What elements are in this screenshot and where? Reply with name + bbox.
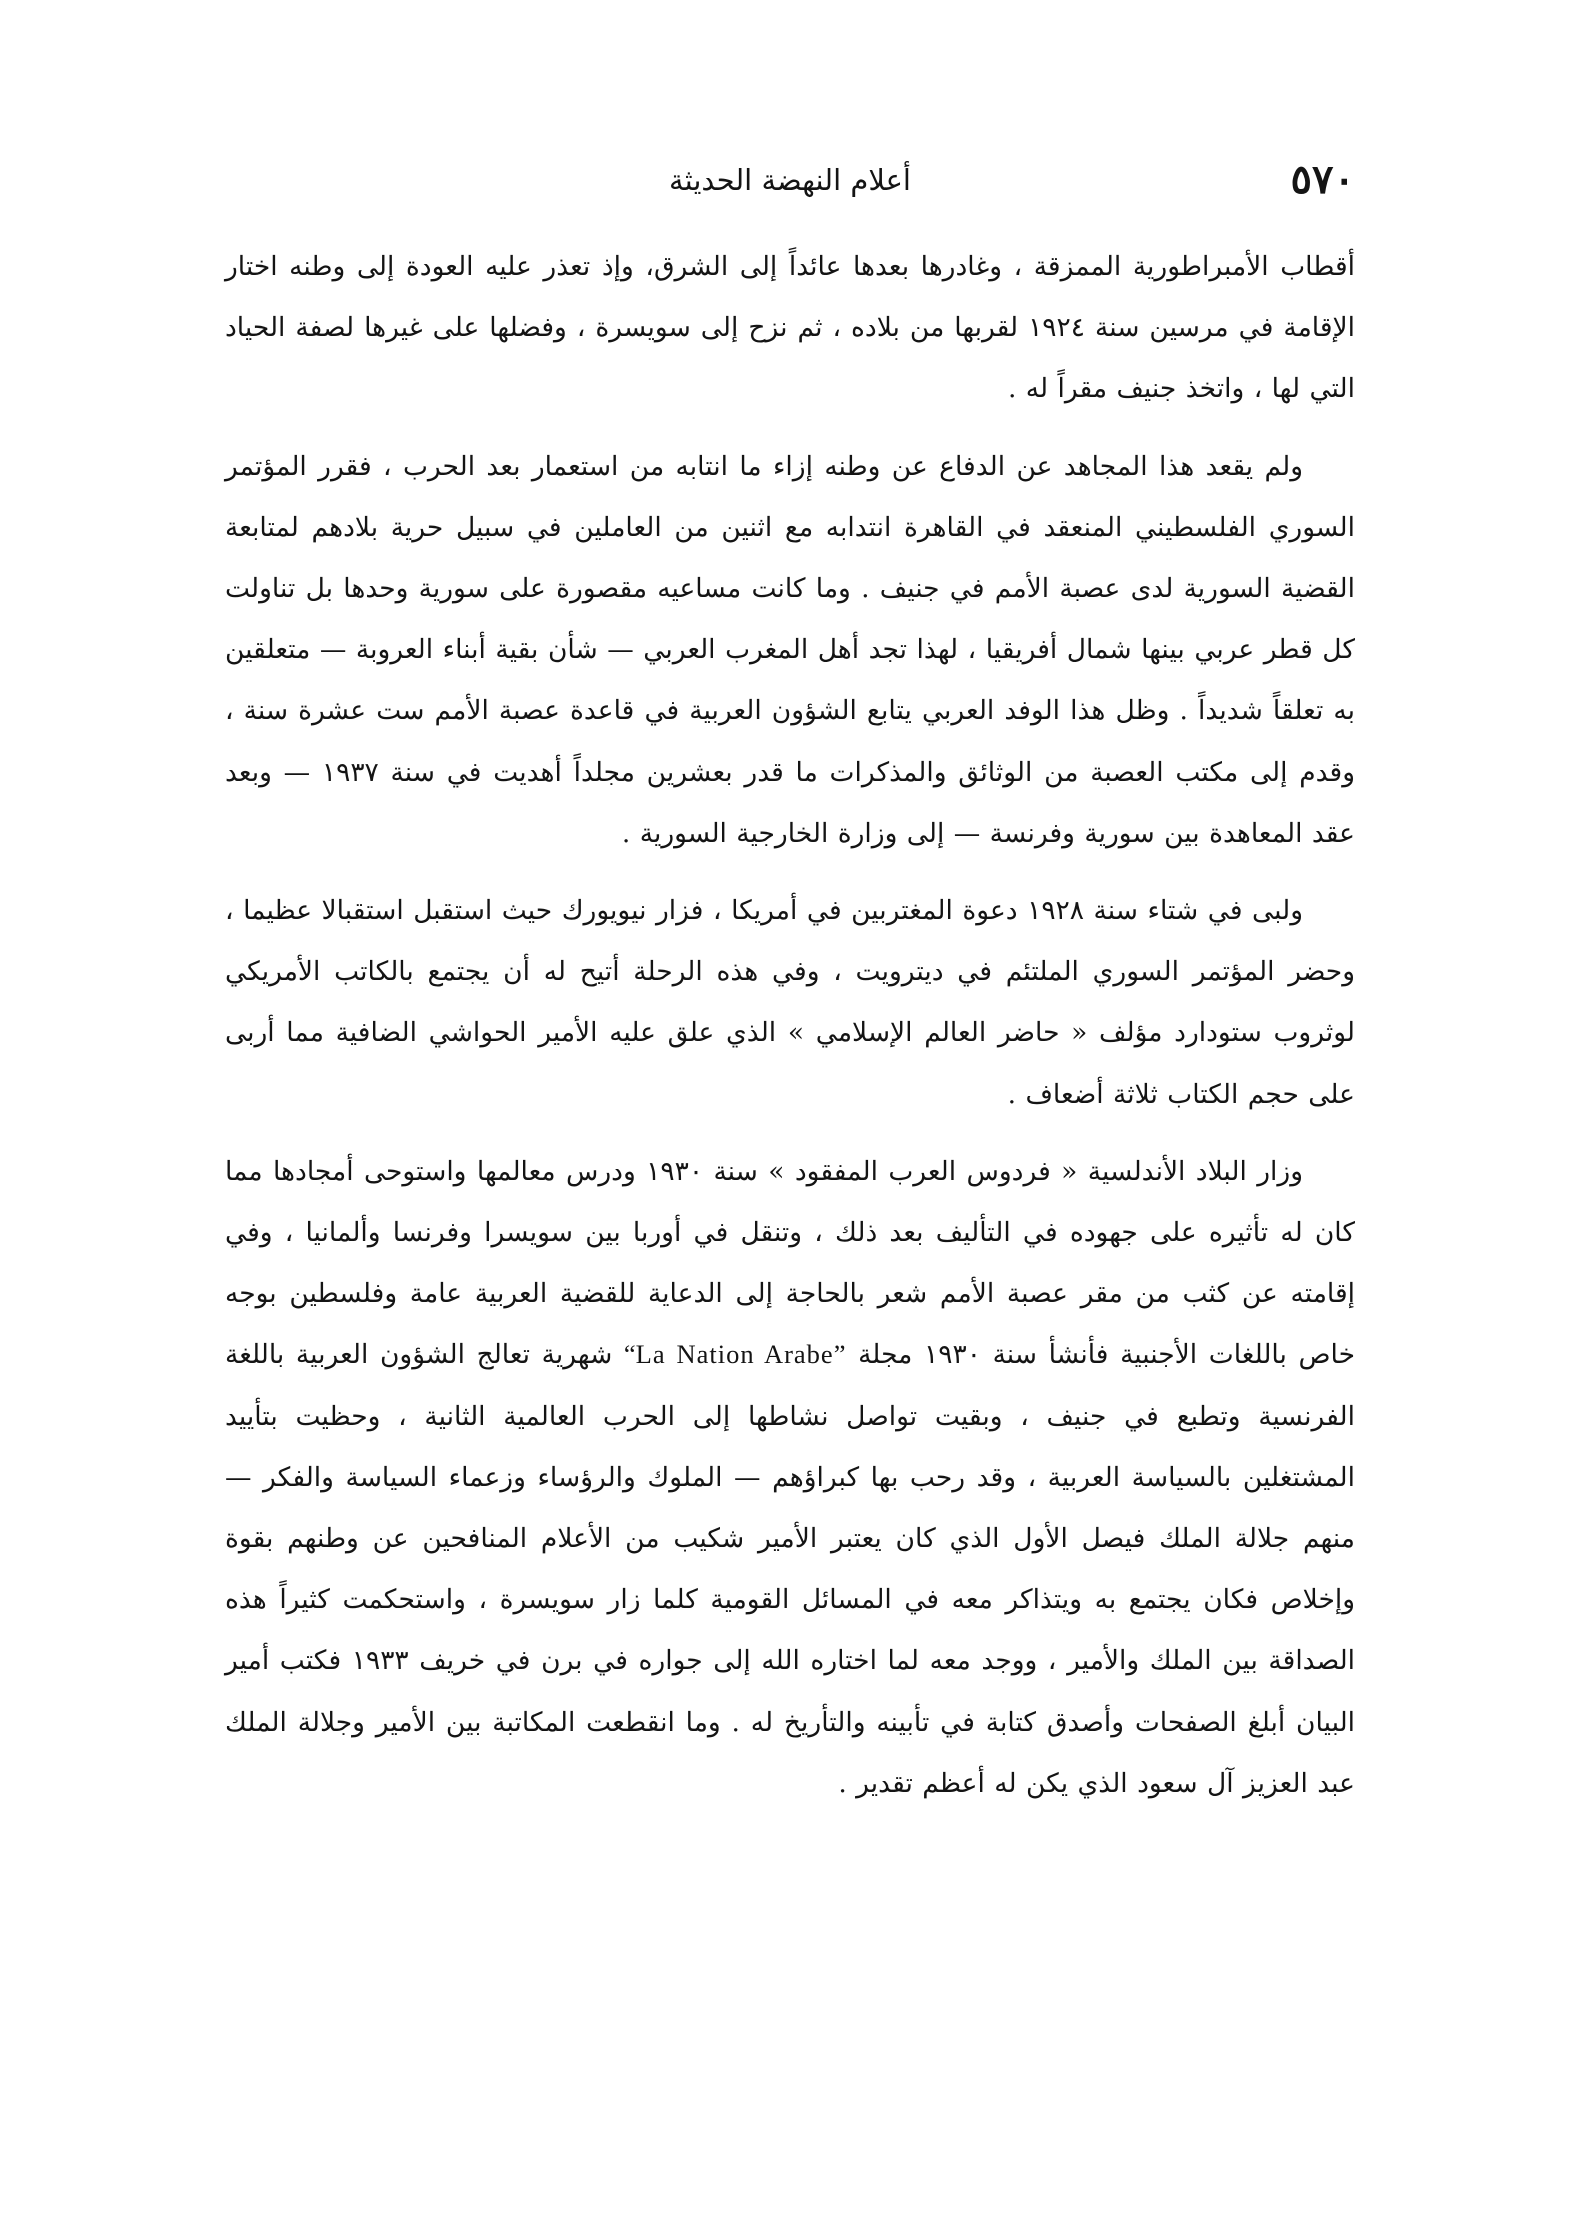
running-header	[225, 152, 1355, 208]
paragraph-1-text: أقطاب الأمبراطورية الممزقة ، وغادرها بعدها عائداً إلى الشرق، وإذ تعذر عليه العودة إلى وطنه اختار الإقامة في مرسين سنة ١٩٢٤ لقربها من بلاده ، ثم نزح إلى سويسرة ، وفضلها على غيرها لصفة الحياد التي لها ، واتخذ جنيف مقراً له .	[225, 251, 1356, 405]
magazine-title-latin: “La Nation Arabe”	[623, 1339, 847, 1370]
paragraph-3	[225, 880, 1355, 1125]
book-title: أعلام النهضة الحديثة	[669, 163, 911, 197]
paragraph-1	[225, 236, 1355, 420]
paragraph-3-text: ولبى في شتاء سنة ١٩٢٨ دعوة المغتربين في أمريكا ، فزار نيويورك حيث استقبل استقبالا عظيما ، وحضر المؤتمر السوري الملتئم في ديترويت ، وفي هذه الرحلة أتيح له أن يجتمع بالكاتب الأمريكي لوثروب ستودارد مؤلف « حاضر العالم الإسلامي » الذي علق عليه الأمير الحواشي الضافية مما أربى على حجم الكتاب ثلاثة أضعاف .	[225, 895, 1355, 1110]
paragraph-4-text-after: شهرية تعالج الشؤون العربية باللغة الفرنسية وتطبع في جنيف ، وبقيت تواصل نشاطها إلى الحرب العالمية الثانية ، وحظيت بتأييد المشتغلين بالسياسة العربية ، وقد رحب بها كبراؤهم — الملوك والرؤساء وزعماء السياسة والفكر — منهم جلالة الملك فيصل الأول الذي كان يعتبر الأمير شكيب من الأعلام المنافحين عن وطنهم بقوة وإخلاص فكان يجتمع به ويتذاكر معه في المسائل القومية كلما زار سويسرة ، واستحكمت كثيراً هذه الصداقة بين الملك والأمير ، ووجد معه لما اختاره الله إلى جواره في برن في خريف ١٩٣٣ فكتب أمير البيان أبلغ الصفحات وأصدق كتابة في تأبينه والتأريخ له . وما انقطعت المكاتبة بين الأمير وجلالة الملك عبد العزيز آل سعود الذي يكن له أعظم تقدير .	[225, 1339, 1356, 1799]
paragraph-4-text-before: وزار البلاد الأندلسية « فردوس العرب المفقود » سنة ١٩٣٠ ودرس معالمها واستوحى أمجادها مما كان له تأثيره على جهوده في التأليف بعد ذلك ، وتنقل في أوربا بين سويسرا وفرنسا وألمانيا ، وفي إقامته عن كثب من مقر عصبة الأمم شعر بالحاجة إلى الدعاية للقضية العربية عامة وفلسطين بوجه خاص باللغات الأجنبية فأنشأ سنة ١٩٣٠ مجلة	[225, 1155, 1355, 1371]
paragraph-2-text: ولم يقعد هذا المجاهد عن الدفاع عن وطنه إزاء ما انتابه من استعمار بعد الحرب ، فقرر المؤتمر السوري الفلسطيني المنعقد في القاهرة انتدابه مع اثنين من العاملين في سبيل حرية بلادهم لمتابعة القضية السورية لدى عصبة الأمم في جنيف . وما كانت مساعيه مقصورة على سورية وحدها بل تناولت كل قطر عربي بينها شمال أفريقيا ، لهذا تجد أهل المغرب العربي — شأن بقية أبناء العروبة — متعلقين به تعلقاً شديداً . وظل هذا الوفد العربي يتابع الشؤون العربية في قاعدة عصبة الأمم ست عشرة سنة ، وقدم إلى مكتب العصبة من الوثائق والمذكرات ما قدر بعشرين مجلداً أهديت في سنة ١٩٣٧ — وبعد عقد المعاهدة بين سورية وفرنسة — إلى وزارة الخارجية السورية .	[225, 450, 1355, 849]
page-number: ٥٧٠	[1290, 156, 1355, 203]
body-text	[225, 236, 1355, 1830]
paragraph-4	[225, 1141, 1355, 1814]
paragraph-2	[225, 436, 1355, 864]
